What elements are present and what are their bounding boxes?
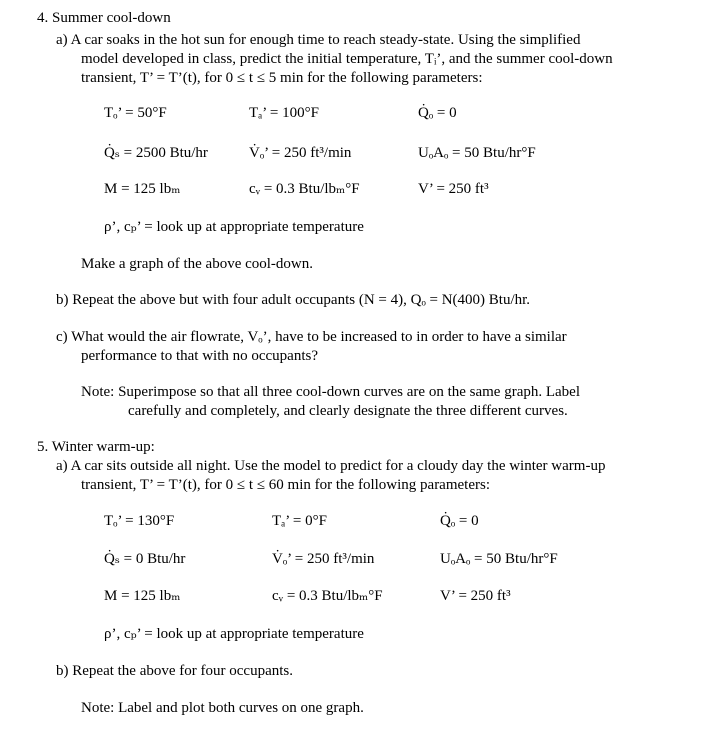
problem-4-heading: 4. Summer cool-down	[37, 10, 171, 26]
p4-param-ambient-temp: Tₐ’ = 100°F	[249, 105, 319, 121]
problem-5a-line-2: transient, T’ = T’(t), for 0 ≤ t ≤ 60 min for the following parameters:	[81, 477, 490, 493]
p4-graph-instruction: Make a graph of the above cool-down.	[81, 256, 314, 272]
problem-5b: b) Repeat the above for four occupants.	[56, 663, 293, 679]
problem-5-heading: 5. Winter warm-up:	[37, 439, 155, 455]
p5-param-initial-temp: Tₒ’ = 130°F	[104, 513, 175, 529]
p5-param-properties: ρ’, cₚ’ = look up at appropriate temperature	[104, 626, 364, 642]
problem-4b: b) Repeat the above but with four adult occupants (N = 4), Qₒ = N(400) Btu/hr.	[56, 292, 531, 308]
p5-param-ambient-temp: Tₐ’ = 0°F	[272, 513, 327, 529]
p4-param-occupant-heat: Q̇ₒ = 0	[418, 105, 457, 121]
problem-4a-line-2: model developed in class, predict the initial temperature, Tᵢ’, and the summer cool-down	[81, 51, 613, 67]
problem-5a-line-1: a) A car sits outside all night. Use the model to predict for a cloudy day the winter warm-up	[56, 458, 606, 474]
problem-4c-line-2: performance to that with no occupants?	[81, 348, 318, 364]
p4-param-mass: M = 125 lbₘ	[104, 181, 181, 197]
p5-param-air-flowrate: V̇ₒ’ = 250 ft³/min	[272, 551, 375, 567]
p5-note: Note: Label and plot both curves on one graph.	[81, 700, 364, 716]
p5-param-specific-heat: cᵥ = 0.3 Btu/lbₘ°F	[272, 588, 383, 604]
p4-param-air-flowrate: V̇ₒ’ = 250 ft³/min	[249, 145, 352, 161]
p4-note-line-2: carefully and completely, and clearly designate the three different curves.	[128, 403, 568, 419]
p4-note-line-1: Note: Superimpose so that all three cool-down curves are on the same graph. Label	[81, 384, 581, 400]
p4-param-volume: V’ = 250 ft³	[418, 181, 489, 197]
p5-param-mass: M = 125 lbₘ	[104, 588, 181, 604]
problem-4c-line-1: c) What would the air flowrate, Vₒ’, have to be increased to in order to have a similar	[56, 329, 567, 345]
p5-param-volume: V’ = 250 ft³	[440, 588, 511, 604]
p5-param-occupant-heat: Q̇ₒ = 0	[440, 513, 479, 529]
p4-param-specific-heat: cᵥ = 0.3 Btu/lbₘ°F	[249, 181, 360, 197]
p4-param-solar-heat: Q̇ₛ = 2500 Btu/hr	[104, 145, 208, 161]
p4-param-initial-temp: Tₒ’ = 50°F	[104, 105, 167, 121]
p5-param-solar-heat: Q̇ₛ = 0 Btu/hr	[104, 551, 186, 567]
p4-param-ua: UₒAₒ = 50 Btu/hr°F	[418, 145, 536, 161]
p4-param-properties: ρ’, cₚ’ = look up at appropriate temperature	[104, 219, 364, 235]
p5-param-ua: UₒAₒ = 50 Btu/hr°F	[440, 551, 558, 567]
problem-4a-line-1: a) A car soaks in the hot sun for enough time to reach steady-state. Using the simplified	[56, 32, 581, 48]
problem-4a-line-3: transient, T’ = T’(t), for 0 ≤ t ≤ 5 min for the following parameters:	[81, 70, 483, 86]
